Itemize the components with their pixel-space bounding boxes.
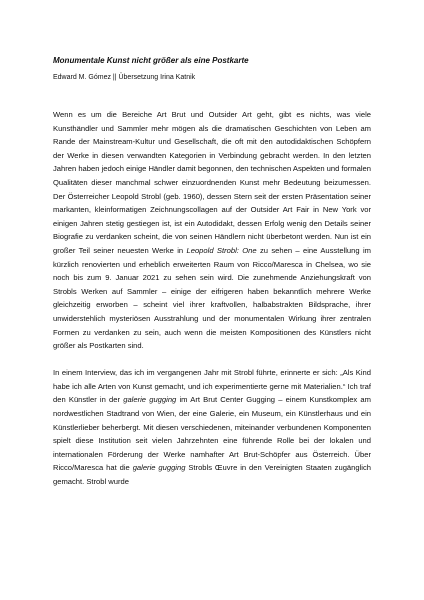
emphasized-title: galerie gugging [132,463,186,473]
author-line: Edward M. Gómez || Übersetzung Irina Katnik [53,74,196,81]
emphasized-title: Leopold Strobl: One [186,245,257,255]
document-title: Monumentale Kunst nicht größer als eine Postkarte [53,56,249,65]
emphasized-title: galerie gugging [123,395,177,405]
body-paragraph-1 [53,108,371,353]
text-run: im Art Brut Center Gugging – einem Kunstkomplex am nordwestlichen Stadtrand von Wien, der eine Galerie, ein Museum, ein Künstlerhaus und ein Künstlerlieber beherbergt. Mit diesen verschiedenen, miteinander verbundenen Komponenten spielt diese Institution seit vielen Jahrzehnten eine führende Rolle bei der lokalen und internationalen Förderung der Werke namhafter Art Brut-Schöpfer aus Österreich. Über Ricco/Maresca hat die [53,395,371,473]
text-run: Strobls Œuvre in den Vereinigten Staaten zugänglich gemacht. Strobl wurde [53,463,371,487]
text-run: zu sehen – eine Ausstellung im kürzlich renovierten und erheblich erweiterten Raum von Ricco/Maresca in Chelsea, wo sie noch bis zum 9. Januar 2021 zu sehen sein wird. Die zunehmende Anziehungskraft von Strobls Werken auf Sammler – einige der eifrigeren haben bekanntlich mehrere Werke gleichzeitig erworben – scheint viel ihrer kraftvollen, halbabstrakten Bildsprache, ihrer unwiderstehlich mysteriösen Ausstrahlung und der monumentalen Wirkung ihrer zentralen Formen zu verdanken zu sein, auch wenn die meisten Kompositionen des Künstlers nicht größer als Postkarten sind. [53,245,371,351]
text-run: Wenn es um die Bereiche Art Brut und Outsider Art geht, gibt es nichts, was viele Kunsthändler und Sammler mehr mögen als die dramatischen Geschichten von Leben am Rande der Mainstream-Kultur und Gesellschaft, die oft mit den autodidaktischen Schöpfern der Werke in diesen verwandten Kategorien in Verbindung gebracht werden. In den letzten Jahren haben jedoch einige Händler damit begonnen, den technischen Aspekten und formalen Qualitäten dieser manchmal schwer einzuordnenden Kunst mehr Bedeutung beizumessen. Der Österreicher Leopold Strobl (geb. 1960), dessen Stern seit der ersten Präsentation seiner markanten, kleinformatigen Zeichnungscollagen auf der Outsider Art Fair in New York vor einigen Jahren stetig gestiegen ist, ist ein Autodidakt, dessen Erfolg wenig den Details seiner Biografie zu verdanken scheint, die von seinen Händlern nicht überbetont werden. Nun ist ein großer Teil seiner neuesten Werke in [53,110,371,255]
text-run: In einem Interview, das ich im vergangenen Jahr mit Strobl führte, erinnerte er sich: „Als Kind habe ich alle Arten von Kunst gemacht, und ich experimentierte gerne mit Materialien.“ Ich traf den Künstler in der [53,368,371,405]
body-paragraph-2 [53,366,371,488]
